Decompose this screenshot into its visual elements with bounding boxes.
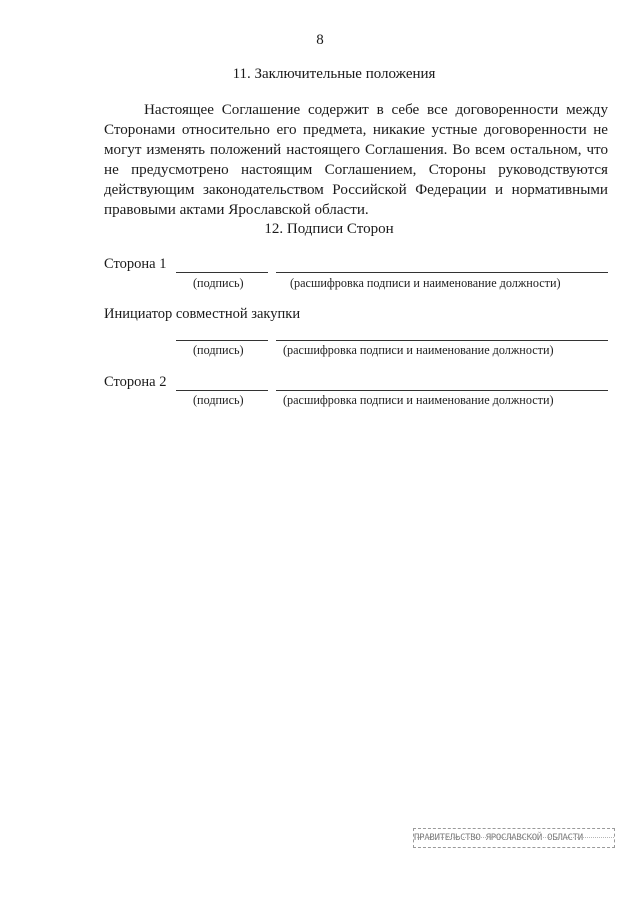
initiator-signature-caption: (подпись) <box>193 343 244 357</box>
registration-stamp-text: ПРАВИТЕЛЬСТВО ЯРОСЛАВСКОЙ ОБЛАСТИ <box>414 833 583 843</box>
party-2-name-line <box>276 390 608 391</box>
section-11-heading: 11. Заключительные положения <box>232 66 436 82</box>
final-provisions-paragraph: Настоящее Соглашение содержит в себе все договоренности между Сторонами относительно его предмета, никакие устные договоренности не могут изменять положений настоящего Соглашения. Во всем остальном, что не предусмотрено настоящим Соглашением, Стороны руководствуются действующим законодательством Российской Федерации и нормативными правовыми актами Ярославской области. <box>104 102 608 218</box>
party-1-signature-caption: (подпись) <box>193 276 244 290</box>
initiator-label: Инициатор совместной закупки <box>104 306 301 322</box>
section-12-heading: 12. Подписи Сторон <box>264 221 394 237</box>
party-1-signature-line <box>176 272 268 273</box>
party-2-signature-caption: (подпись) <box>193 393 244 407</box>
party-1-label: Сторона 1 <box>104 256 167 272</box>
registration-stamp <box>413 828 615 848</box>
initiator-name-line <box>276 340 608 341</box>
party-1-name-line <box>276 272 608 273</box>
initiator-signature-line <box>176 340 268 341</box>
party-1-name-caption: (расшифровка подписи и наименование должности) <box>290 276 561 290</box>
party-2-name-caption: (расшифровка подписи и наименование должности) <box>283 393 554 407</box>
party-2-signature-line <box>176 390 268 391</box>
initiator-name-caption: (расшифровка подписи и наименование должности) <box>283 343 554 357</box>
page-number: 8 <box>316 32 324 48</box>
party-2-label: Сторона 2 <box>104 374 167 390</box>
